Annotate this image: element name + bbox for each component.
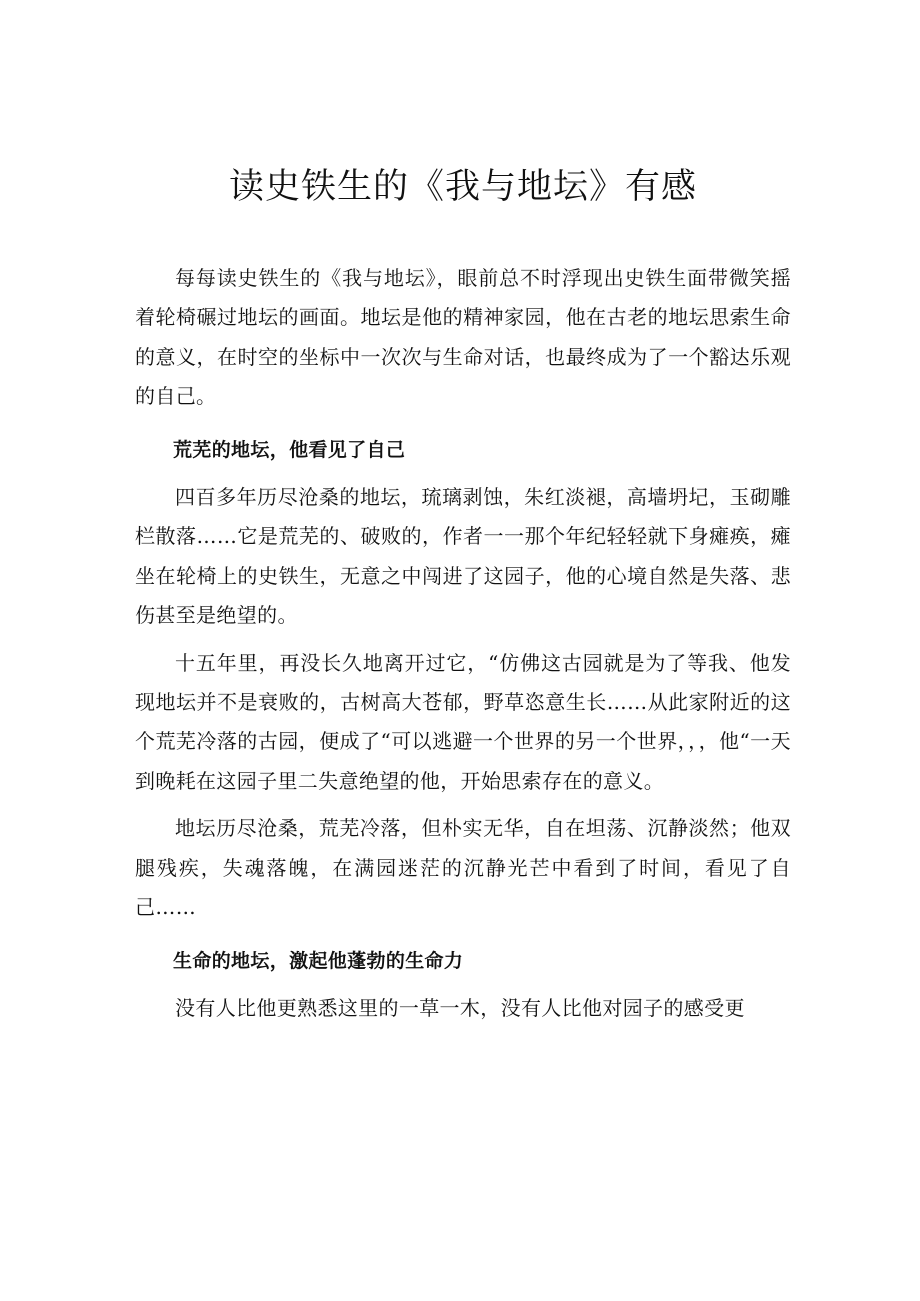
document-body — [135, 259, 791, 1028]
section-heading-2: 生命的地坛，激起他蓬勃的生命力 — [173, 949, 464, 972]
paragraph-section-1-a: 四百多年历尽沧桑的地坛，琉璃剥蚀，朱红淡褪，高墙坍圮，玉砌雕栏散落……它是荒芜的、破败的，作者一一那个年纪轻轻就下身瘫痪，瘫坐在轮椅上的史铁生，无意之中闯进了这园子，他的心境自然是失落、悲伤甚至是绝望的。 — [135, 485, 791, 628]
paragraph-intro: 每每读史铁生的《我与地坛》，眼前总不时浮现出史铁生面带微笑摇着轮椅碾过地坛的画面。地坛是他的精神家园，他在古老的地坛思索生命的意义，在时空的坐标中一次次与生命对话，也最终成为了一个豁达乐观的自己。 — [135, 266, 791, 409]
paragraph-section-1-c: 地坛历尽沧桑，荒芜冷落，但朴实无华，自在坦荡、沉静淡然；他双腿残疾，失魂落魄，在满园迷茫的沉静光芒中看到了时间，看见了自己…… — [135, 816, 791, 920]
paragraph-section-2-a: 没有人比他更熟悉这里的一草一木，没有人比他对园子的感受更 — [175, 995, 745, 1020]
paragraph-section-1-b: 十五年里，再没长久地离开过它，“仿佛这古园就是为了等我、他发现地坛并不是衰败的，古树高大苍郁，野草恣意生长……从此家附近的这个荒芜冷落的古园，便成了“可以逃避一个世界的另一个世界，，，他“一天到晚耗在这园子里二失意绝望的他，开始思索存在的意义。 — [135, 650, 791, 793]
document-title: 读史铁生的《我与地坛》有感 — [228, 167, 697, 207]
section-heading-1: 荒芜的地坛，他看见了自己 — [173, 438, 406, 461]
